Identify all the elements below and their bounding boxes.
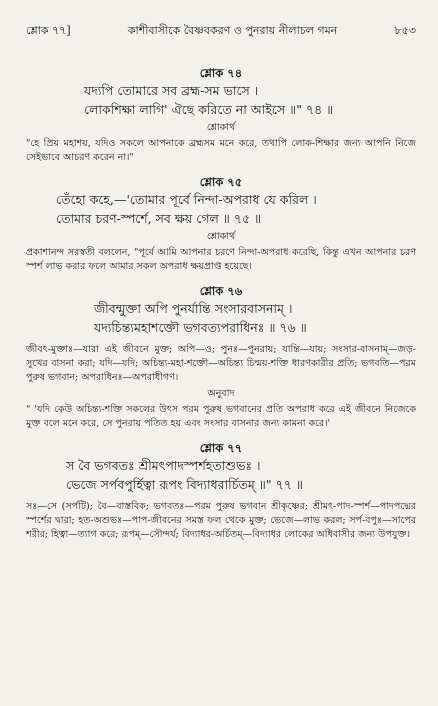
- verse-76-line-2: যদ্যচিন্ত্যমহাশক্তৌ ভগবত্যপরাধিনঃ ॥ ৭৬ ॥: [94, 320, 307, 335]
- verse-77-synonyms: সঃ—সে (সর্পটি); বৈ—বাস্তবিক; ভগবতঃ—পরম পুরুষ ভগবান শ্রীকৃষ্ণের; শ্রীমৎ-পাদ-স্পর্শ—পাদপদ্মের স্পর্শের দ্বারা; হত-অশুভঃ—পাপ-জীবনের সমস্ত ফল থেকে মুক্ত; ভেজে—লাভ করল; সর্প-বপুঃ—সাপের শরীর; হিত্বা—ত্যাগ করে; রূপম্—সৌন্দর্য; বিদ্যাধর-অর্চিতম্—বিদ্যাধর লোকের অধিবাসীর জন্য উপযুক্ত।: [26, 501, 416, 540]
- verse-77-heading: শ্লোক ৭৭: [199, 441, 243, 455]
- header-verse-ref: শ্লোক ৭৭]: [26, 24, 71, 37]
- verse-77-line-2: ভেজে সর্পবপুর্হিত্বা রূপং বিদ্যাধরার্চিতম্ ॥" ৭৭ ॥: [66, 477, 303, 492]
- verse-75-translation-label: শ্লোকার্থ: [206, 231, 236, 242]
- header-page-number: ৮৫৩: [394, 24, 416, 37]
- verse-74-translation-label: শ্লোকার্থ: [206, 122, 236, 133]
- page-content: [26, 66, 416, 542]
- verse-77-line-1: স বৈ ভগবতঃ শ্রীমৎপাদস্পর্শহতাশুভঃ ।: [66, 458, 261, 473]
- verse-76-heading: শ্লোক ৭৬: [199, 284, 243, 298]
- verse-74-heading: শ্লোক ৭৪: [199, 66, 243, 80]
- verse-74-translation: "হে প্রিয় মহাশয়, যদিও সকলে আপনাকে ব্রহ্মসম মনে করে, তথাপি লোক-শিক্ষার জন্য আপনি নিজে সেইভাবে আচরণ করেন না।": [26, 138, 416, 163]
- verse-74-line-2: লোকশিক্ষা লাগি' ঐছে করিতে না আইসে ॥" ৭৪ ॥: [84, 102, 334, 117]
- header-chapter-title: কাশীবাসীকে বৈষ্ণবকরণ ও পুনরায় নীলাচল গমন: [127, 24, 338, 37]
- page-header: [26, 22, 416, 41]
- verse-75-heading: শ্লোক ৭৫: [199, 175, 243, 189]
- verse-76-translation: " 'যদি কেউ অচিন্ত্য-শক্তি সকলের উৎস পরম পুরুষ ভগবানের প্রতি অপরাধ করে এই জীবনে নিজেকে মুক্ত বলে মনে করে, সে পুনরায় পতিত হয় এবং সংসার বাসনার জন্য কামনা করে।': [26, 404, 416, 429]
- verse-76-translation-label: অনুবাদ: [207, 388, 235, 399]
- verse-74-line-1: যদ্যপি তোমারে সব ব্রহ্ম-সম ভাসে ।: [84, 83, 259, 98]
- verse-76-synonyms: জীবৎ-মুক্তাঃ—যারা এই জীবনে মুক্ত; অপি—ও; পুনঃ—পুনরায়; যান্তি—যায়; সংসার-বাসনাম্—জড়-সুখের বাসনা করা; যদি—যদি; অচিন্ত্য-মহা-শক্তৌ—অচিন্ত্য চিন্ময়-শক্তি ধারণকারীর প্রতি; ভগবতি—পরম পুরুষ ভগবান; অপরাধিনঃ—অপরাধীগণ।: [26, 344, 416, 383]
- verse-75-line-1: তেঁহো কহে,—'তোমার পূর্বে নিন্দা-অপরাধ যে করিল ।: [56, 192, 317, 207]
- verse-75-line-2: তোমার চরণ-স্পর্শে, সব ক্ষয় গেল ॥ ৭৫ ॥: [56, 211, 262, 226]
- verse-76-line-1: জীবন্মুক্তা অপি পুনর্যান্তি সংসারবাসনাম্ ।: [94, 301, 293, 316]
- verse-75-translation: প্রকাশানন্দ সরস্বতী বললেন, "পূর্বে আমি আপনার চরণে নিন্দা-অপরাধ করেছি, কিন্তু এখন আপনার চরণ স্পর্শ লাভ করার ফলে আমার সকল অপরাধ ক্ষয়প্রাপ্ত হয়েছে।: [26, 247, 416, 272]
